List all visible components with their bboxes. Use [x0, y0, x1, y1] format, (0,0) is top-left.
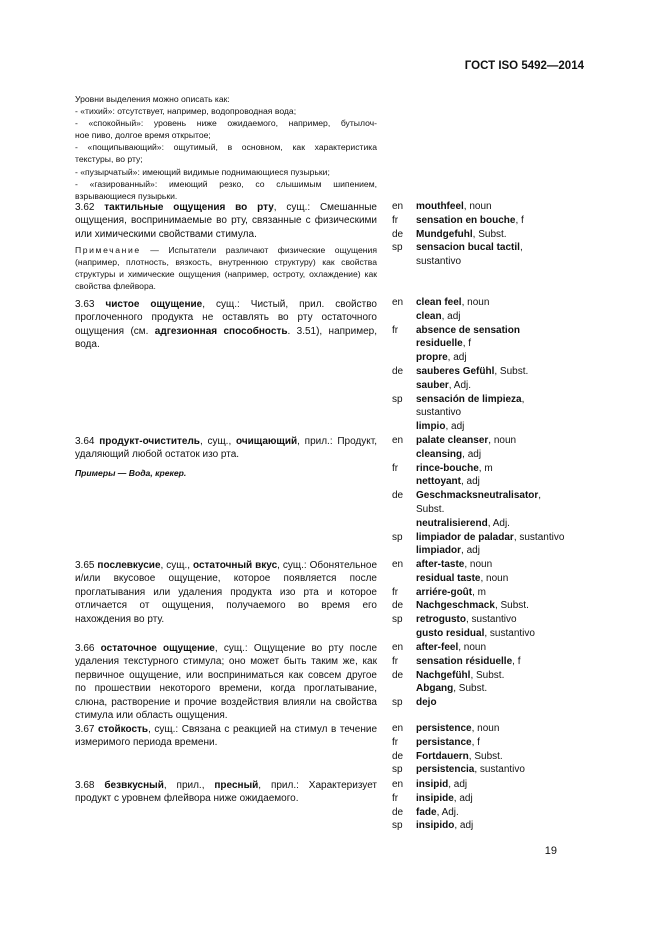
equivalents-3-62 [392, 200, 524, 269]
equivalent-grammar: , noun [471, 723, 500, 734]
equivalent-grammar: , noun [488, 435, 517, 446]
intro-line: - «пузырчатый»: имеющий видимые поднимающиеся пузырьки; [75, 166, 330, 177]
equivalent-term: dejo [416, 697, 437, 709]
equivalent-grammar: , m [472, 586, 487, 598]
note-text: — Испытатели различают физические ощущения (например, плотность, вязкость, внутреннюю структуру) как свойства структуры и химические ощущения (например, остроту, охлаждение) как свойства флейвора. [75, 245, 377, 291]
equivalent-grammar: , noun [480, 572, 509, 584]
equivalent-term: clean [416, 310, 442, 322]
equivalent-line [392, 255, 524, 269]
term-synonym: пресный [214, 780, 259, 791]
equivalent-term: fade [416, 806, 437, 818]
term-name: остаточное ощущение [100, 643, 215, 654]
equivalent-term: after-taste [416, 559, 465, 570]
language-code: de [392, 750, 404, 762]
term-name: продукт-очиститель [99, 436, 200, 447]
equivalent-grammar: , sustantivo [513, 531, 565, 543]
equivalent-grammar: , Subst. [472, 228, 507, 240]
term-number: 3.68 [75, 780, 95, 791]
equivalent-line [392, 736, 525, 750]
language-code: en [392, 723, 404, 734]
equivalent-line [392, 819, 473, 833]
language-code: sp [392, 531, 403, 543]
equivalent-term: Nachgefühl [416, 669, 471, 681]
equivalent-line [392, 750, 525, 764]
term-name: чистое ощущение [105, 299, 203, 310]
term-3-66 [75, 642, 377, 722]
equivalent-term: clean feel [416, 297, 462, 308]
equivalent-term: neutralisierend [416, 517, 488, 529]
equivalent-line [392, 365, 528, 379]
equivalent-term: Abgang [416, 683, 454, 695]
equivalent-grammar: , adj [461, 545, 480, 557]
term-pos: , сущ.: [214, 643, 248, 654]
equivalent-grammar: , adj [445, 421, 465, 433]
equivalent-term: limpiador de paladar [416, 531, 514, 543]
equivalent-grammar: , noun [464, 559, 493, 570]
language-code: de [392, 228, 404, 240]
equivalent-grammar: , Adj. [448, 379, 472, 391]
equivalent-line [392, 296, 528, 310]
intro-line: - «спокойный»: уровень ниже ожидаемого, например, бутылоч- [75, 118, 377, 129]
language-code: de [392, 490, 404, 502]
equivalent-term: persistence [416, 723, 472, 734]
equivalent-line [392, 613, 535, 627]
intro-line: - «пощипывающий»: ощутимый, в основном, как характеристика [75, 142, 377, 153]
equivalent-term: after-feel [416, 642, 459, 653]
equivalent-line [392, 806, 473, 820]
equivalent-term: persistencia [416, 764, 475, 776]
term-definition: Связана с реакцией на стимул в течение измеримого периода времени. [75, 724, 377, 749]
intro-line: - «тихий»: отсутствует, например, водопроводная вода; [75, 106, 297, 117]
intro-text [75, 93, 377, 202]
equivalent-term: sensacion bucal tactil [416, 242, 520, 254]
equivalent-grammar: , [538, 490, 542, 502]
equivalent-term: residual taste [416, 572, 481, 584]
equivalent-grammar: sustantivo [416, 407, 462, 419]
equivalent-term: cleansing [416, 448, 463, 460]
term-3-62 [75, 201, 377, 241]
language-code: fr [392, 792, 399, 804]
term-pos: , сущ.: [148, 724, 179, 735]
equivalent-line [392, 420, 528, 434]
equivalent-term: propre [416, 352, 448, 364]
equivalent-line [392, 503, 564, 517]
equivalent-line [392, 462, 564, 476]
equivalent-line [392, 310, 528, 324]
equivalent-line [392, 200, 524, 214]
equivalent-term: Nachgeschmack [416, 600, 495, 612]
intro-line: текстуры, во рту; [75, 154, 143, 165]
term-number: 3.62 [75, 202, 95, 213]
language-code: sp [392, 820, 403, 832]
equivalent-line [392, 517, 564, 531]
term-number: 3.63 [75, 299, 95, 310]
term-number: 3.66 [75, 643, 95, 654]
equivalent-grammar: , Subst. [453, 683, 488, 695]
intro-line: взрывающиеся пузырьки. [75, 190, 178, 201]
equivalent-grammar: , Subst. [468, 750, 503, 762]
term-pos: , прил.: [297, 436, 333, 447]
equivalent-grammar: , Subst. [470, 669, 505, 681]
language-code: sp [392, 697, 403, 709]
term-number: 3.67 [75, 724, 95, 735]
equivalent-line [392, 544, 564, 558]
equivalents-3-66 [392, 641, 521, 710]
equivalent-grammar: , noun [463, 201, 492, 212]
equivalent-line [392, 228, 524, 242]
intro-line: ное пиво, долгое время открытое; [75, 130, 211, 141]
term-name: стойкость [98, 724, 149, 735]
term-synonym: очищающий [235, 436, 298, 447]
equivalent-term: nettoyant [416, 476, 461, 488]
equivalent-line [392, 393, 528, 407]
language-code: fr [392, 462, 399, 474]
term-definition: Чистый, прил. свойство проглоченного продукта не оставлять во рту остаточного ощущения (см. [75, 299, 377, 337]
example-3-64: Примеры — Вода, крекер. [75, 468, 187, 478]
equivalent-grammar: , Subst. [494, 600, 529, 612]
equivalent-grammar: , noun [461, 297, 490, 308]
term-reference: адгезионная способность [154, 325, 288, 337]
language-code: en [392, 642, 404, 653]
equivalents-3-64 [392, 434, 564, 558]
term-definition: Обонятельное и/или вкусовое ощущение, которое появляется после проглатывания или удаления продукта изо рта и которое отличается от ощущения, получаемого во время его нахождения во рту. [75, 560, 377, 625]
equivalent-line [392, 641, 521, 655]
equivalent-grammar: , adj [454, 820, 474, 832]
equivalent-term: sensation résiduelle [416, 655, 513, 667]
equivalent-line [392, 792, 473, 806]
language-code: en [392, 201, 404, 212]
equivalent-term: insipido [416, 820, 455, 832]
equivalent-term: sensation en bouche [416, 214, 516, 226]
term-pos: , прил., [163, 780, 215, 791]
equivalent-line [392, 682, 521, 696]
equivalent-grammar: , sustantivo [474, 764, 525, 776]
equivalent-line [392, 696, 521, 710]
equivalent-term: limpiador [416, 545, 462, 557]
equivalent-line [392, 324, 528, 338]
equivalent-term: limpio [416, 421, 446, 433]
equivalent-line [392, 669, 521, 683]
equivalent-term: sauberes Gefühl [416, 365, 495, 377]
language-code: de [392, 600, 404, 612]
term-pos: , сущ.: [273, 202, 311, 213]
note-label: Примечание [75, 245, 141, 255]
term-name: тактильные ощущения во рту [104, 202, 274, 213]
language-code: de [392, 806, 404, 818]
equivalents-3-65 [392, 558, 535, 641]
language-code: de [392, 365, 404, 377]
equivalent-grammar: , adj [461, 476, 480, 488]
term-pos: , прил.: [258, 780, 299, 791]
term-name: безвкусный [104, 780, 164, 791]
equivalent-line [392, 778, 473, 792]
language-code: de [392, 669, 404, 681]
term-number: 3.65 [75, 560, 95, 571]
equivalent-line [392, 627, 535, 641]
term-definition: Ощущение во рту после удаления текстурного стимула; оно может быть таким же, как первичное ощущение, или восприниматься как совсем другое по прошествии некоторого времени, когда проглатывание, слюна, растворение и прочие воздействия влияли на свойства стимула или область ощущения. [75, 643, 378, 722]
equivalent-line [392, 406, 528, 420]
equivalent-line [392, 558, 535, 572]
language-code: fr [392, 214, 399, 226]
term-3-63 [75, 298, 377, 352]
language-code: sp [392, 764, 403, 776]
equivalent-grammar: , f [512, 655, 521, 667]
equivalent-grammar: , f [471, 736, 480, 748]
intro-line: - «газированный»: имеющий резко, со слышимым шипением, [75, 178, 377, 189]
equivalent-grammar: , m [478, 462, 493, 474]
language-code: sp [392, 393, 403, 405]
language-code: en [392, 559, 404, 570]
equivalent-term: absence de sensation [416, 324, 520, 336]
equivalent-line [392, 448, 564, 462]
equivalent-term: mouthfeel [416, 201, 464, 212]
term-definition: Смешанные ощущения, воспринимаемые во рту, связанные с физическими или химическими свойствами стимула. [75, 202, 377, 240]
equivalent-term: Fortdauern [416, 750, 469, 762]
equivalent-grammar: , [521, 393, 525, 405]
equivalent-term: Mundgefuhl [416, 228, 473, 240]
equivalent-grammar: , Subst. [494, 365, 529, 377]
equivalent-term: palate cleanser [416, 435, 489, 446]
equivalent-line [392, 475, 564, 489]
equivalent-grammar: sustantivo [416, 256, 462, 268]
term-pos: , сущ., [199, 436, 236, 447]
equivalent-term: residuelle [416, 338, 463, 350]
language-code: fr [392, 324, 399, 336]
equivalent-line [392, 722, 525, 736]
equivalent-grammar: , sustantivo [466, 614, 517, 626]
term-definition: Характеризует продукт с уровнем флейвора ниже ожидаемого. [75, 780, 377, 805]
language-code: sp [392, 242, 403, 254]
term-definition: Продукт, удаляющий любой остаток изо рта. [75, 436, 377, 461]
equivalent-line [392, 599, 535, 613]
equivalents-3-63 [392, 296, 528, 434]
equivalent-grammar: , adj [441, 310, 461, 322]
equivalent-line [392, 531, 564, 545]
equivalent-term: sauber [416, 379, 449, 391]
term-3-68 [75, 779, 377, 806]
document-header: ГОСТ ISO 5492—2014 [464, 60, 584, 72]
equivalents-3-67 [392, 722, 525, 777]
equivalent-term: Geschmacksneutralisator [416, 490, 539, 502]
equivalent-line [392, 763, 525, 777]
term-3-67 [75, 723, 377, 750]
equivalent-line [392, 655, 521, 669]
language-code: en [392, 297, 404, 308]
equivalent-term: insipid [416, 779, 449, 790]
equivalents-3-68 [392, 778, 473, 833]
term-pos: , сущ., [160, 560, 193, 571]
page-number: 19 [544, 845, 557, 857]
equivalent-grammar: Subst. [416, 503, 445, 515]
equivalent-line [392, 214, 524, 228]
term-name: послевкусие [97, 560, 161, 571]
equivalent-grammar: , f [462, 338, 472, 350]
intro-line: Уровни выделения можно описать как: [75, 94, 230, 104]
equivalent-term: rince-bouche [416, 462, 479, 474]
equivalent-term: sensación de limpieza [416, 393, 522, 405]
equivalent-grammar: , adj [448, 779, 468, 790]
term-pos: , сущ.: [277, 560, 307, 571]
equivalent-line [392, 572, 535, 586]
equivalent-grammar: , adj [447, 352, 467, 364]
term-3-64 [75, 435, 377, 462]
equivalent-line [392, 489, 564, 503]
equivalent-grammar: , adj [462, 448, 482, 460]
language-code: fr [392, 655, 399, 667]
equivalent-term: persistance [416, 736, 472, 748]
equivalent-grammar: , sustantivo [484, 627, 535, 639]
equivalent-grammar: , noun [458, 642, 487, 653]
language-code: sp [392, 614, 403, 626]
equivalent-term: retrogusto [416, 614, 466, 626]
language-code: fr [392, 736, 399, 748]
equivalent-line [392, 434, 564, 448]
note-3-62 [75, 244, 377, 292]
equivalent-grammar: , Adj. [436, 806, 459, 818]
equivalent-grammar: , f [515, 214, 524, 226]
equivalent-grammar: , [519, 242, 523, 254]
term-number: 3.64 [75, 436, 95, 447]
term-pos: , сущ.: [202, 299, 240, 310]
equivalent-grammar: , adj [453, 792, 473, 804]
language-code: en [392, 779, 404, 790]
term-3-65 [75, 559, 377, 626]
equivalent-line [392, 351, 528, 365]
equivalent-line [392, 586, 535, 600]
language-code: fr [392, 586, 399, 598]
equivalent-grammar: , Adj. [487, 517, 510, 529]
language-code: en [392, 435, 404, 446]
equivalent-term: insipide [416, 792, 454, 804]
equivalent-line [392, 337, 528, 351]
term-definition-end: . 3.51), например, вода. [75, 325, 377, 351]
equivalent-line [392, 241, 524, 255]
term-synonym: остаточный вкус [193, 560, 278, 571]
equivalent-term: arriére-goût [416, 586, 473, 598]
equivalent-line [392, 379, 528, 393]
equivalent-term: gusto residual [416, 627, 485, 639]
